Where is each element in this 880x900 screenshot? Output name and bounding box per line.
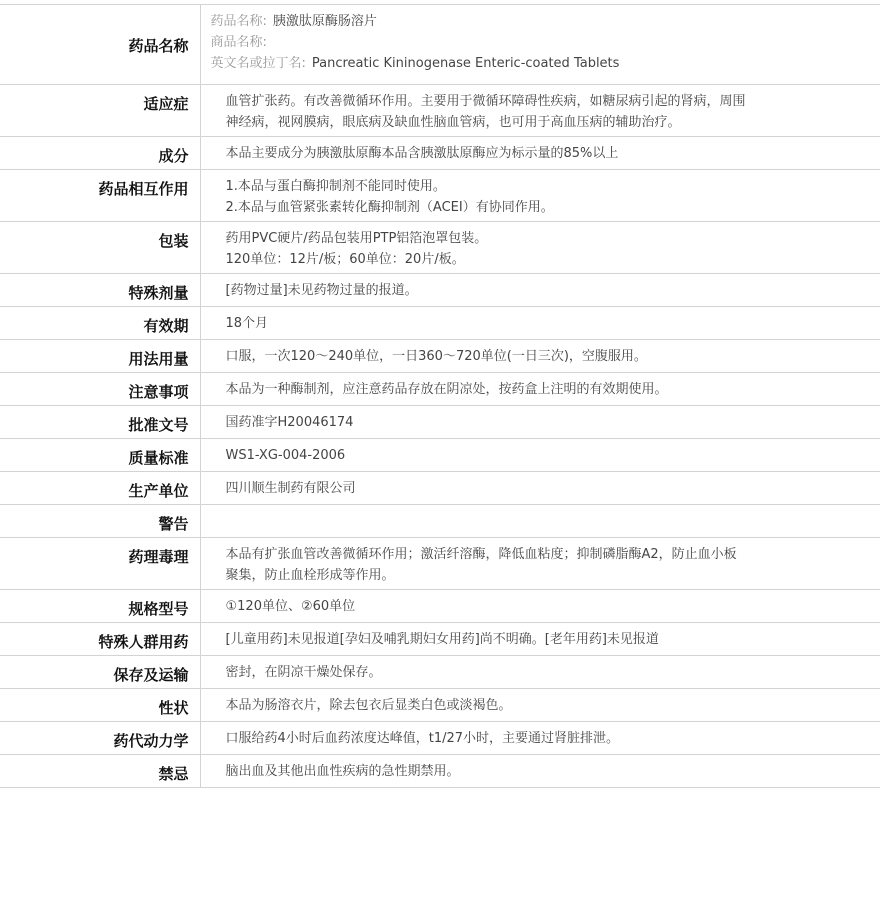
- indications-line: 血管扩张药。有改善微循环作用。主要用于微循环障碍性疾病，如糖尿病引起的肾病，周围: [225, 94, 746, 109]
- label-indications: 适应症: [0, 85, 200, 137]
- generic-name-line: [211, 11, 880, 32]
- precautions-line: 本品为一种酶制剂，应注意药品存放在阴凉处，按药盒上注明的有效期使用。: [225, 382, 668, 397]
- value-pharmacology: [200, 538, 880, 590]
- row-storage: [0, 656, 880, 689]
- value-properties: [200, 689, 880, 722]
- indications-line: 神经病，视网膜病，眼底病及缺血性脑血管病，也可用于高血压病的辅助治疗。: [225, 115, 681, 130]
- packaging-line: 120单位：12片/板；60单位：20片/板。: [225, 252, 465, 267]
- value-special-populations: [200, 623, 880, 656]
- storage-line: 密封，在阴凉干燥处保存。: [225, 665, 382, 680]
- usage-line: 口服，一次120～240单位，一日360～720单位(一日三次)，空腹服用。: [225, 349, 647, 364]
- label-contraindications: 禁忌: [0, 755, 200, 788]
- row-approval: [0, 406, 880, 439]
- value-specifications: [200, 590, 880, 623]
- label-warning: 警告: [0, 505, 200, 538]
- properties-line: 本品为肠溶衣片，除去包衣后显类白色或淡褐色。: [225, 698, 512, 713]
- label-storage: 保存及运输: [0, 656, 200, 689]
- english-name-line: [211, 53, 880, 74]
- value-warning: [200, 505, 880, 538]
- row-pharmacology: [0, 538, 880, 590]
- row-shelf-life: [0, 307, 880, 340]
- label-pharmacokinetics: 药代动力学: [0, 722, 200, 755]
- quality-standard-line: WS1-XG-004-2006: [225, 448, 346, 463]
- drug-info-table: [0, 4, 880, 788]
- value-drug-name: [200, 5, 880, 85]
- generic-name-value: 胰激肽原酶肠溶片: [272, 14, 377, 29]
- interactions-line: 2.本品与血管紧张素转化酶抑制剂（ACEI）有协同作用。: [225, 200, 554, 215]
- row-interactions: [0, 170, 880, 222]
- interactions-line: 1.本品与蛋白酶抑制剂不能同时使用。: [225, 179, 446, 194]
- value-contraindications: [200, 755, 880, 788]
- value-precautions: [200, 373, 880, 406]
- label-quality-standard: 质量标准: [0, 439, 200, 472]
- label-interactions: 药品相互作用: [0, 170, 200, 222]
- contraindications-line: 脑出血及其他出血性疾病的急性期禁用。: [225, 764, 460, 779]
- value-ingredients: [200, 137, 880, 170]
- value-interactions: [200, 170, 880, 222]
- label-precautions: 注意事项: [0, 373, 200, 406]
- value-special-dosage: [200, 274, 880, 307]
- row-manufacturer: [0, 472, 880, 505]
- value-packaging: [200, 222, 880, 274]
- label-drug-name: 药品名称: [0, 5, 200, 85]
- pharmacology-line: 本品有扩张血管改善微循环作用；激活纤溶酶，降低血粘度；抑制磷脂酶A2，防止血小板: [225, 547, 737, 562]
- row-quality-standard: [0, 439, 880, 472]
- pharmacology-line: 聚集，防止血栓形成等作用。: [225, 568, 395, 583]
- row-specifications: [0, 590, 880, 623]
- row-pharmacokinetics: [0, 722, 880, 755]
- trade-name-key: 商品名称:: [210, 35, 267, 50]
- label-special-dosage: 特殊剂量: [0, 274, 200, 307]
- english-name-key: 英文名或拉丁名:: [210, 56, 306, 71]
- pharmacokinetics-line: 口服给药4小时后血药浓度达峰值，t1/27小时，主要通过肾脏排泄。: [225, 731, 620, 746]
- english-name-value: Pancreatic Kininogenase Enteric-coated Tablets: [311, 56, 620, 71]
- label-ingredients: 成分: [0, 137, 200, 170]
- row-warning: [0, 505, 880, 538]
- trade-name-line: [211, 32, 880, 53]
- shelf-life-line: 18个月: [225, 316, 269, 331]
- value-indications: [200, 85, 880, 137]
- row-drug-name: [0, 5, 880, 85]
- ingredients-line: 本品主要成分为胰激肽原酶本品含胰激肽原酶应为标示量的85%以上: [225, 146, 619, 161]
- manufacturer-line: 四川顺生制药有限公司: [225, 481, 356, 496]
- label-properties: 性状: [0, 689, 200, 722]
- row-special-populations: [0, 623, 880, 656]
- row-precautions: [0, 373, 880, 406]
- row-packaging: [0, 222, 880, 274]
- label-specifications: 规格型号: [0, 590, 200, 623]
- packaging-line: 药用PVC硬片/药品包装用PTP铝箔泡罩包装。: [225, 231, 488, 246]
- label-usage: 用法用量: [0, 340, 200, 373]
- special-dosage-line: [药物过量]未见药物过量的报道。: [225, 283, 418, 298]
- special-populations-line: [儿童用药]未见报道[孕妇及哺乳期妇女用药]尚不明确。[老年用药]未见报道: [225, 632, 659, 647]
- row-indications: [0, 85, 880, 137]
- label-special-populations: 特殊人群用药: [0, 623, 200, 656]
- row-contraindications: [0, 755, 880, 788]
- label-approval: 批准文号: [0, 406, 200, 439]
- value-shelf-life: [200, 307, 880, 340]
- value-usage: [200, 340, 880, 373]
- row-properties: [0, 689, 880, 722]
- value-storage: [200, 656, 880, 689]
- value-manufacturer: [200, 472, 880, 505]
- label-shelf-life: 有效期: [0, 307, 200, 340]
- label-manufacturer: 生产单位: [0, 472, 200, 505]
- row-special-dosage: [0, 274, 880, 307]
- label-pharmacology: 药理毒理: [0, 538, 200, 590]
- value-pharmacokinetics: [200, 722, 880, 755]
- row-ingredients: [0, 137, 880, 170]
- generic-name-key: 药品名称:: [210, 14, 267, 29]
- value-quality-standard: [200, 439, 880, 472]
- value-approval: [200, 406, 880, 439]
- label-packaging: 包装: [0, 222, 200, 274]
- specifications-line: ①120单位、②60单位: [225, 599, 356, 614]
- row-usage: [0, 340, 880, 373]
- approval-line: 国药准字H20046174: [225, 415, 354, 430]
